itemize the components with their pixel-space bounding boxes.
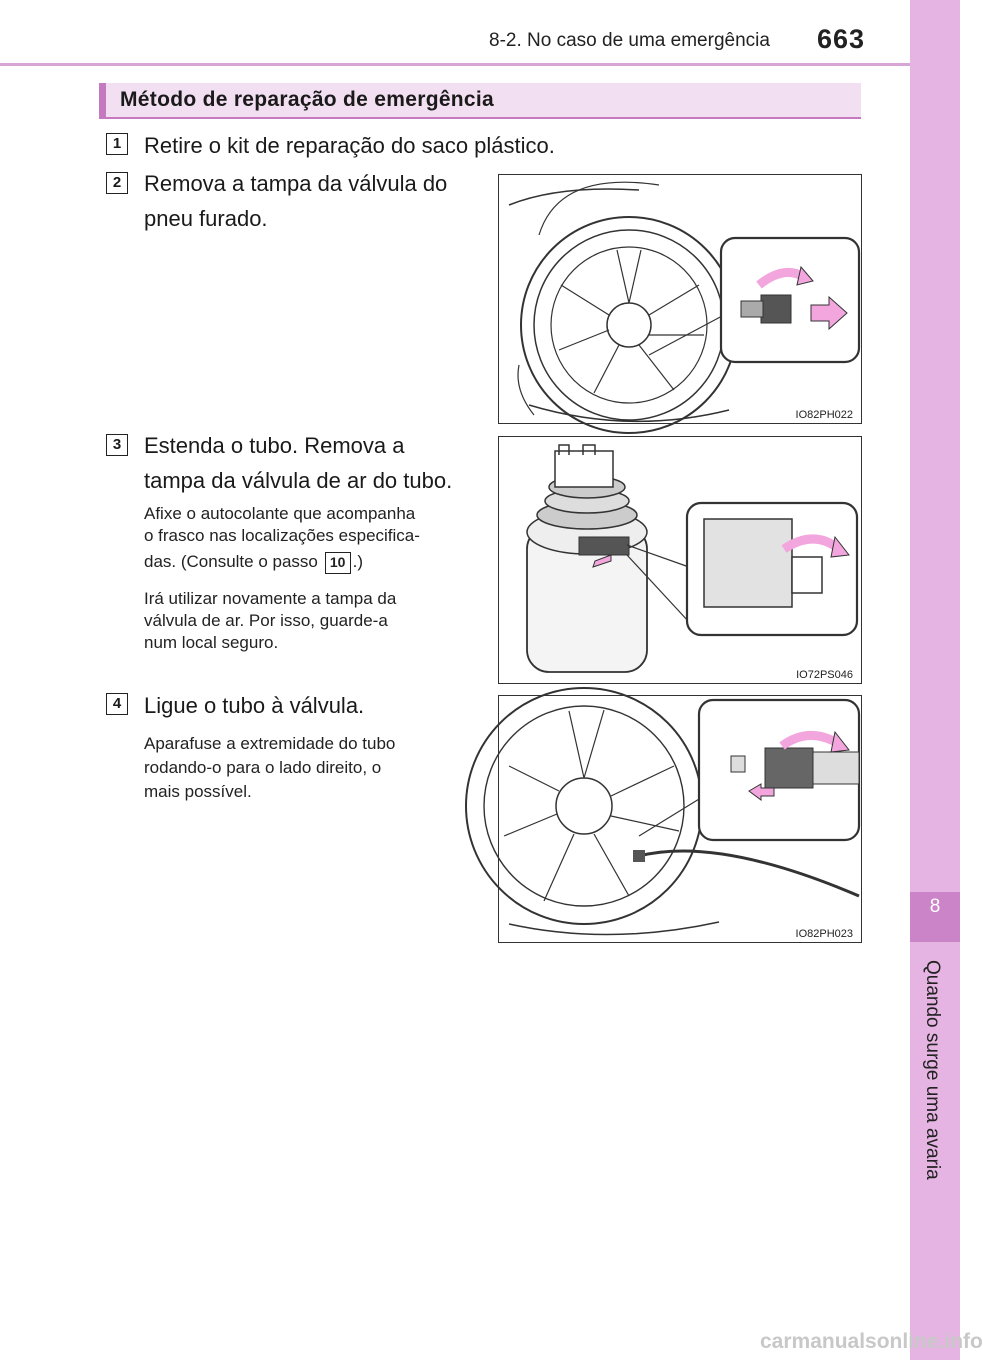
footer-watermark: carmanualsonline.info <box>760 1330 983 1353</box>
step-4-note-line-1: Aparafuse a extremidade do tubo <box>144 734 396 753</box>
step-2-line-2: pneu furado. <box>144 206 268 231</box>
step-3-note-1-line-1: Afixe o autocolante que acompanha <box>144 504 416 523</box>
step-3-note-1-line-2: o frasco nas localizações especifica- <box>144 526 420 545</box>
section-title: Método de reparação de emergência <box>120 88 495 111</box>
chapter-number: 8 <box>910 892 960 942</box>
step-3-note-2-line-2: válvula de ar. Por isso, guarde-a <box>144 611 388 630</box>
bottle-tube-illustration <box>499 437 863 685</box>
step-4-note-line-3: mais possível. <box>144 782 252 801</box>
figure-valve-cap-removal <box>498 174 862 424</box>
figure-tube-connection <box>498 695 862 943</box>
step-3-note-2-line-3: num local seguro. <box>144 633 279 652</box>
step-3-note-1-line-3-end: .) <box>352 552 364 571</box>
step-3-line-1: Estenda o tubo. Remova a <box>144 433 405 458</box>
figure-tube-cap-removal <box>498 436 862 684</box>
step-4-text: Ligue o tubo à válvula. <box>144 693 365 718</box>
figure-code: IO82PH022 <box>795 409 853 421</box>
step-2-line-1: Remova a tampa da válvula do <box>144 171 448 196</box>
step-3-line-2: tampa da válvula de ar do tubo. <box>144 468 453 493</box>
step-number-2: 2 <box>106 172 128 194</box>
figure-code: IO82PH023 <box>795 928 853 940</box>
wheel-tube-illustration <box>499 696 863 944</box>
step-1-text: Retire o kit de reparação do saco plástico. <box>144 133 555 158</box>
wheel-valve-illustration <box>499 175 863 425</box>
step-number-3: 3 <box>106 434 128 456</box>
step-4-note-line-2: rodando-o para o lado direito, o <box>144 758 382 777</box>
figure-code: IO72PS046 <box>796 669 853 681</box>
header-rule <box>0 63 910 66</box>
page-number: 663 <box>817 24 866 54</box>
step-number-4: 4 <box>106 693 128 715</box>
step-3-note-2-line-1: Irá utilizar novamente a tampa da <box>144 589 397 608</box>
chapter-title: Quando surge uma avaria <box>922 960 943 1180</box>
section-title-bar <box>99 83 861 119</box>
step-3-note-1-line-3 <box>144 551 478 574</box>
step-reference-box: 10 <box>325 552 351 574</box>
step-number-1: 1 <box>106 133 128 155</box>
section-heading: 8-2. No caso de uma emergência <box>489 30 770 51</box>
step-3-note-1-line-3-text: das. (Consulte o passo <box>144 552 318 571</box>
